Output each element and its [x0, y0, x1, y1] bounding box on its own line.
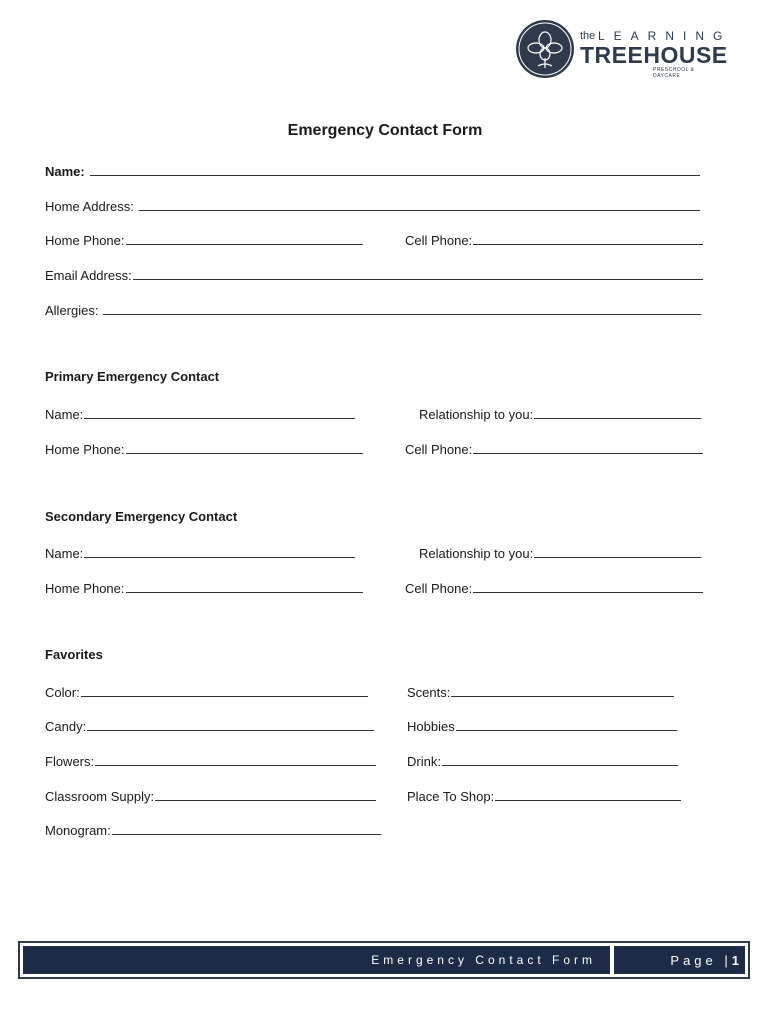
home-address-label: Home Address:: [45, 199, 134, 214]
color-line[interactable]: [81, 684, 368, 697]
logo-text-the: the: [580, 30, 596, 42]
cell-phone-field[interactable]: [405, 230, 703, 248]
classroom-supply-field[interactable]: [45, 786, 376, 804]
hobbies-line[interactable]: [456, 718, 677, 731]
primary-home-phone-line[interactable]: [126, 441, 364, 454]
tree-emblem-icon: [516, 20, 574, 78]
secondary-name-field[interactable]: [45, 543, 355, 561]
secondary-relationship-field[interactable]: [419, 543, 701, 561]
primary-home-phone-label: Home Phone:: [45, 442, 125, 457]
allergies-line[interactable]: [103, 302, 701, 315]
primary-cell-phone-label: Cell Phone:: [405, 442, 473, 457]
flowers-line[interactable]: [95, 753, 376, 766]
primary-name-line[interactable]: [84, 406, 355, 419]
page-footer: [18, 941, 750, 979]
primary-relationship-field[interactable]: [419, 404, 701, 422]
footer-page-label: Page |: [670, 952, 732, 968]
color-label: Color:: [45, 685, 80, 700]
scents-line[interactable]: [451, 684, 674, 697]
primary-contact-heading: Primary Emergency Contact: [45, 369, 220, 384]
classroom-supply-line[interactable]: [155, 788, 376, 801]
primary-relationship-label: Relationship to you:: [419, 407, 534, 422]
monogram-line[interactable]: [112, 822, 381, 835]
home-phone-field[interactable]: [45, 230, 363, 248]
secondary-name-line[interactable]: [84, 545, 355, 558]
home-address-field[interactable]: [45, 196, 700, 214]
color-field[interactable]: [45, 682, 368, 700]
footer-page-indicator: [614, 946, 745, 974]
drink-line[interactable]: [442, 753, 678, 766]
footer-form-label: Emergency Contact Form: [23, 946, 610, 974]
email-label: Email Address:: [45, 268, 132, 283]
scents-field[interactable]: [407, 682, 674, 700]
primary-name-field[interactable]: [45, 404, 355, 422]
secondary-cell-phone-label: Cell Phone:: [405, 581, 473, 596]
flowers-label: Flowers:: [45, 754, 95, 769]
secondary-home-phone-field[interactable]: [45, 578, 363, 596]
secondary-home-phone-label: Home Phone:: [45, 581, 125, 596]
home-address-line[interactable]: [139, 198, 700, 211]
candy-line[interactable]: [87, 718, 374, 731]
candy-field[interactable]: [45, 716, 374, 734]
flowers-field[interactable]: [45, 751, 376, 769]
email-line[interactable]: [133, 267, 703, 280]
logo-text-subtitle: PRESCHOOL & DAYCARE: [653, 67, 695, 79]
email-field[interactable]: [45, 265, 703, 283]
place-to-shop-label: Place To Shop:: [407, 789, 495, 804]
cell-phone-label: Cell Phone:: [405, 233, 473, 248]
secondary-contact-heading: Secondary Emergency Contact: [45, 509, 238, 524]
drink-label: Drink:: [407, 754, 441, 769]
name-label: Name:: [45, 164, 85, 179]
place-to-shop-field[interactable]: [407, 786, 681, 804]
secondary-relationship-line[interactable]: [534, 545, 701, 558]
primary-relationship-line[interactable]: [534, 406, 701, 419]
allergies-label: Allergies:: [45, 303, 99, 318]
candy-label: Candy:: [45, 719, 87, 734]
hobbies-field[interactable]: [407, 716, 677, 734]
primary-home-phone-field[interactable]: [45, 439, 363, 457]
drink-field[interactable]: [407, 751, 678, 769]
classroom-supply-label: Classroom Supply:: [45, 789, 155, 804]
treehouse-logo: [516, 20, 732, 82]
primary-name-label: Name:: [45, 407, 84, 422]
logo-text-treehouse: TREEHOUSE: [580, 42, 728, 68]
secondary-cell-phone-line[interactable]: [473, 580, 703, 593]
name-field[interactable]: [45, 161, 700, 179]
monogram-field[interactable]: [45, 820, 381, 838]
cell-phone-line[interactable]: [473, 232, 703, 245]
logo-text-learning: LEARNING: [598, 29, 732, 43]
secondary-name-label: Name:: [45, 546, 84, 561]
footer-page-number: 1: [731, 952, 739, 968]
page-title: Emergency Contact Form: [287, 122, 483, 139]
scents-label: Scents:: [407, 685, 451, 700]
primary-cell-phone-field[interactable]: [405, 439, 703, 457]
secondary-cell-phone-field[interactable]: [405, 578, 703, 596]
favorites-heading: Favorites: [45, 647, 103, 662]
home-phone-label: Home Phone:: [45, 233, 125, 248]
place-to-shop-line[interactable]: [495, 788, 681, 801]
secondary-relationship-label: Relationship to you:: [419, 546, 534, 561]
secondary-home-phone-line[interactable]: [126, 580, 364, 593]
primary-cell-phone-line[interactable]: [473, 441, 703, 454]
footer-inner: [23, 946, 745, 974]
monogram-label: Monogram:: [45, 823, 111, 838]
home-phone-line[interactable]: [126, 232, 364, 245]
hobbies-label: Hobbies: [407, 719, 455, 734]
name-line[interactable]: [90, 163, 700, 176]
allergies-field[interactable]: [45, 300, 701, 318]
